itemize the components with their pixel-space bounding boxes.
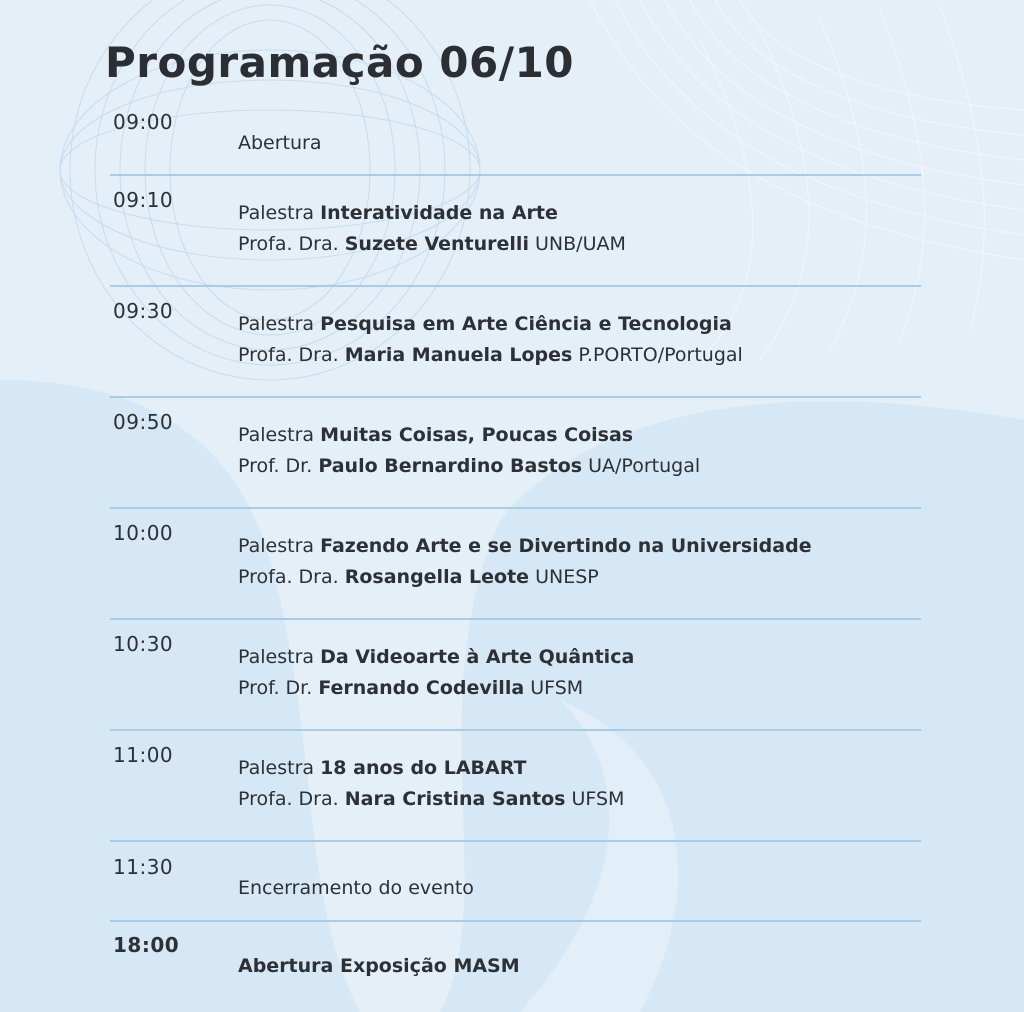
speaker-affiliation: UNESP (535, 566, 599, 588)
speaker-affiliation: UNB/UAM (535, 233, 626, 255)
item-time: 10:30 (113, 632, 174, 656)
talk-line (238, 424, 633, 446)
speaker-name: Maria Manuela Lopes (344, 344, 573, 366)
speaker-name: Rosangella Leote (344, 566, 530, 588)
speaker-name: Suzete Venturelli (344, 233, 529, 255)
divider (110, 920, 921, 922)
talk-kind: Palestra (238, 646, 315, 668)
item-time: 09:50 (113, 410, 174, 434)
talk-kind: Palestra (238, 757, 315, 779)
talk-title: Muitas Coisas, Poucas Coisas (320, 424, 634, 446)
talk-title: Fazendo Arte e se Divertindo na Universidade (320, 535, 812, 557)
speaker-line (238, 788, 624, 810)
speaker-affiliation: UFSM (530, 677, 584, 699)
item-text: Encerramento do evento (238, 877, 474, 899)
speaker-line (238, 566, 599, 588)
talk-line (238, 757, 526, 779)
item-time: 09:30 (113, 299, 174, 323)
talk-line (238, 646, 634, 668)
divider (110, 507, 921, 509)
speaker-name: Fernando Codevilla (318, 677, 525, 699)
speaker-line (238, 677, 583, 699)
divider (110, 174, 921, 176)
item-text: Abertura (238, 132, 322, 154)
speaker-title: Profa. Dra. (238, 233, 339, 255)
talk-line (238, 202, 558, 224)
item-time: 11:30 (113, 855, 174, 879)
talk-kind: Palestra (238, 313, 315, 335)
divider (110, 729, 921, 731)
page-title: Programação 06/10 (105, 38, 575, 87)
speaker-line (238, 344, 743, 366)
talk-kind: Palestra (238, 202, 315, 224)
talk-line (238, 535, 812, 557)
talk-title: Da Videoarte à Arte Quântica (320, 646, 635, 668)
speaker-title: Profa. Dra. (238, 566, 339, 588)
speaker-name: Nara Cristina Santos (344, 788, 566, 810)
item-time: 10:00 (113, 521, 174, 545)
speaker-affiliation: P.PORTO/Portugal (578, 344, 743, 366)
speaker-affiliation: UA/Portugal (588, 455, 701, 477)
speaker-affiliation: UFSM (571, 788, 625, 810)
divider (110, 840, 921, 842)
talk-title: 18 anos do LABART (320, 757, 527, 779)
talk-title: Interatividade na Arte (320, 202, 558, 224)
talk-kind: Palestra (238, 535, 315, 557)
divider (110, 618, 921, 620)
divider (110, 285, 921, 287)
divider (110, 396, 921, 398)
talk-title: Pesquisa em Arte Ciência e Tecnologia (320, 313, 732, 335)
speaker-title: Prof. Dr. (238, 677, 313, 699)
item-text: Abertura Exposição MASM (238, 955, 520, 977)
item-time: 09:00 (113, 110, 174, 134)
speaker-title: Prof. Dr. (238, 455, 313, 477)
speaker-line (238, 233, 626, 255)
speaker-title: Profa. Dra. (238, 344, 339, 366)
talk-kind: Palestra (238, 424, 315, 446)
speaker-line (238, 455, 700, 477)
item-time: 18:00 (113, 933, 180, 957)
item-time: 09:10 (113, 188, 174, 212)
speaker-title: Profa. Dra. (238, 788, 339, 810)
speaker-name: Paulo Bernardino Bastos (318, 455, 583, 477)
item-time: 11:00 (113, 743, 174, 767)
talk-line (238, 313, 732, 335)
